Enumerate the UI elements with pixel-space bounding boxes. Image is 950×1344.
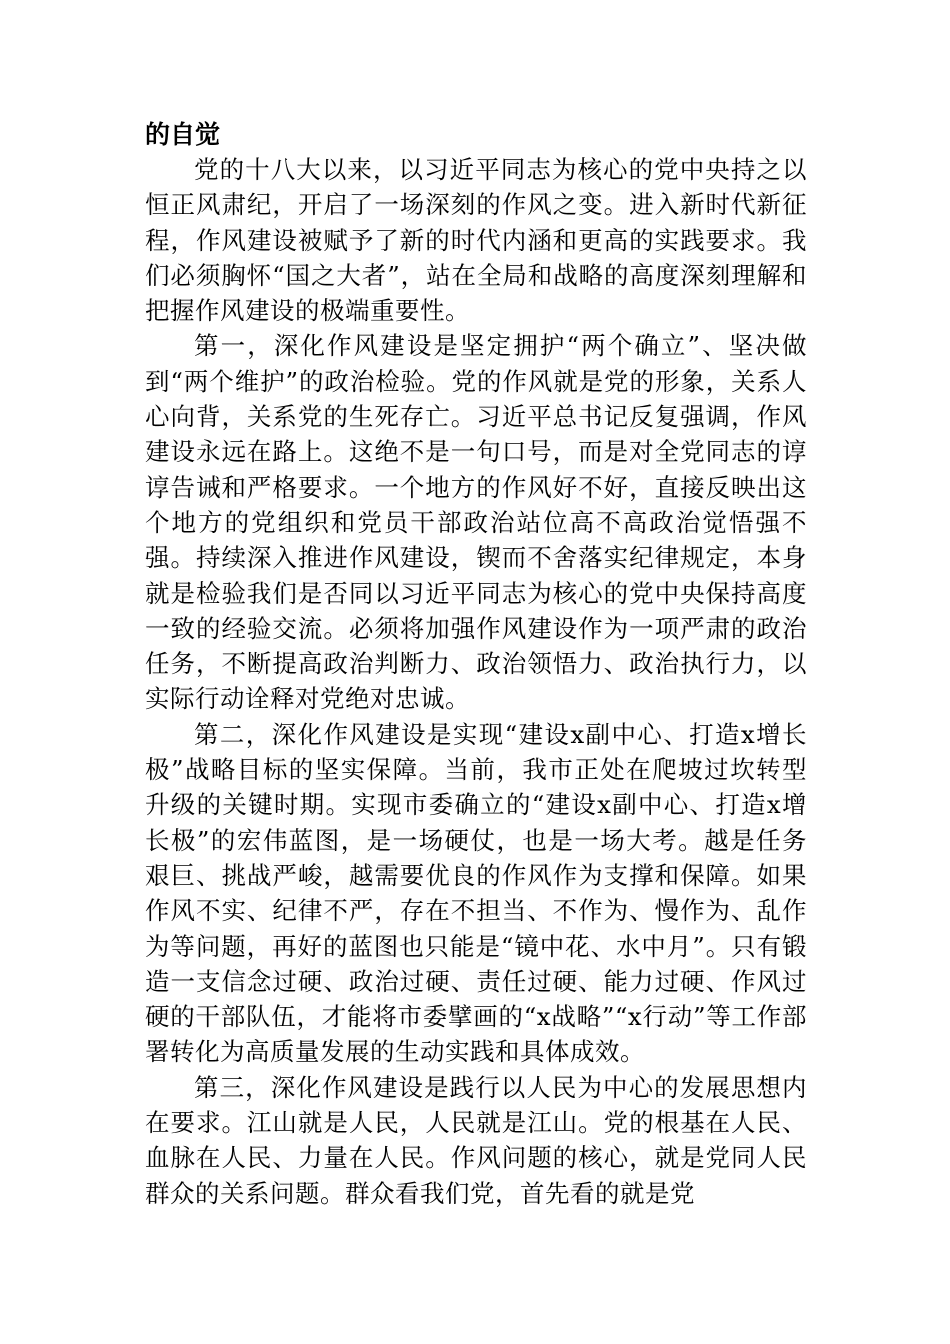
section-heading: 的自觉	[145, 120, 221, 149]
paragraph-second: 第二，深化作风建设是实现“建设x副中心、打造x增长极”战略目标的坚实保障。当前，我市正处在爬坡过坎转型升级的关键时期。实现市委确立的“建设x副中心、打造x增长极”的宏伟蓝图，是一场硬仗，也是一场大考。越是任务艰巨、挑战严峻，越需要优良的作风作为支撑和保障。如果作风不实、纪律不严，存在不担当、不作为、慢作为、乱作为等问题，再好的蓝图也只能是“镜中花、水中月”。只有锻造一支信念过硬、政治过硬、责任过硬、能力过硬、作风过硬的干部队伍，才能将市委擘画的“x战略”“x行动”等工作部署转化为高质量发展的生动实践和具体成效。	[145, 719, 807, 1067]
paragraph-first: 第一，深化作风建设是坚定拥护“两个确立”、坚决做到“两个维护”的政治检验。党的作风就是党的形象，关系人心向背，关系党的生死存亡。习近平总书记反复强调，作风建设永远在路上。这绝不是一句口号，而是对全党同志的谆谆告诫和严格要求。一个地方的作风好不好，直接反映出这个地方的党组织和党员干部政治站位高不高政治觉悟强不强。持续深入推进作风建设，锲而不舍落实纪律规定，本身就是检验我们是否同以习近平同志为核心的党中央保持高度一致的经验交流。必须将加强作风建设作为一项严肃的政治任务，不断提高政治判断力、政治领悟力、政治执行力，以实际行动诠释对党绝对忠诚。	[145, 331, 807, 714]
paragraph-intro: 党的十八大以来，以习近平同志为核心的党中央持之以恒正风肃纪，开启了一场深刻的作风之变。进入新时代新征程，作风建设被赋予了新的时代内涵和更高的实践要求。我们必须胸怀“国之大者”，站在全局和战略的高度深刻理解和把握作风建设的极端重要性。	[145, 155, 807, 326]
document-page	[145, 118, 807, 1211]
paragraph-third: 第三，深化作风建设是践行以人民为中心的发展思想内在要求。江山就是人民，人民就是江山。党的根基在人民、血脉在人民、力量在人民。作风问题的核心，就是党同人民群众的关系问题。群众看我们党，首先看的就是党	[145, 1072, 807, 1208]
